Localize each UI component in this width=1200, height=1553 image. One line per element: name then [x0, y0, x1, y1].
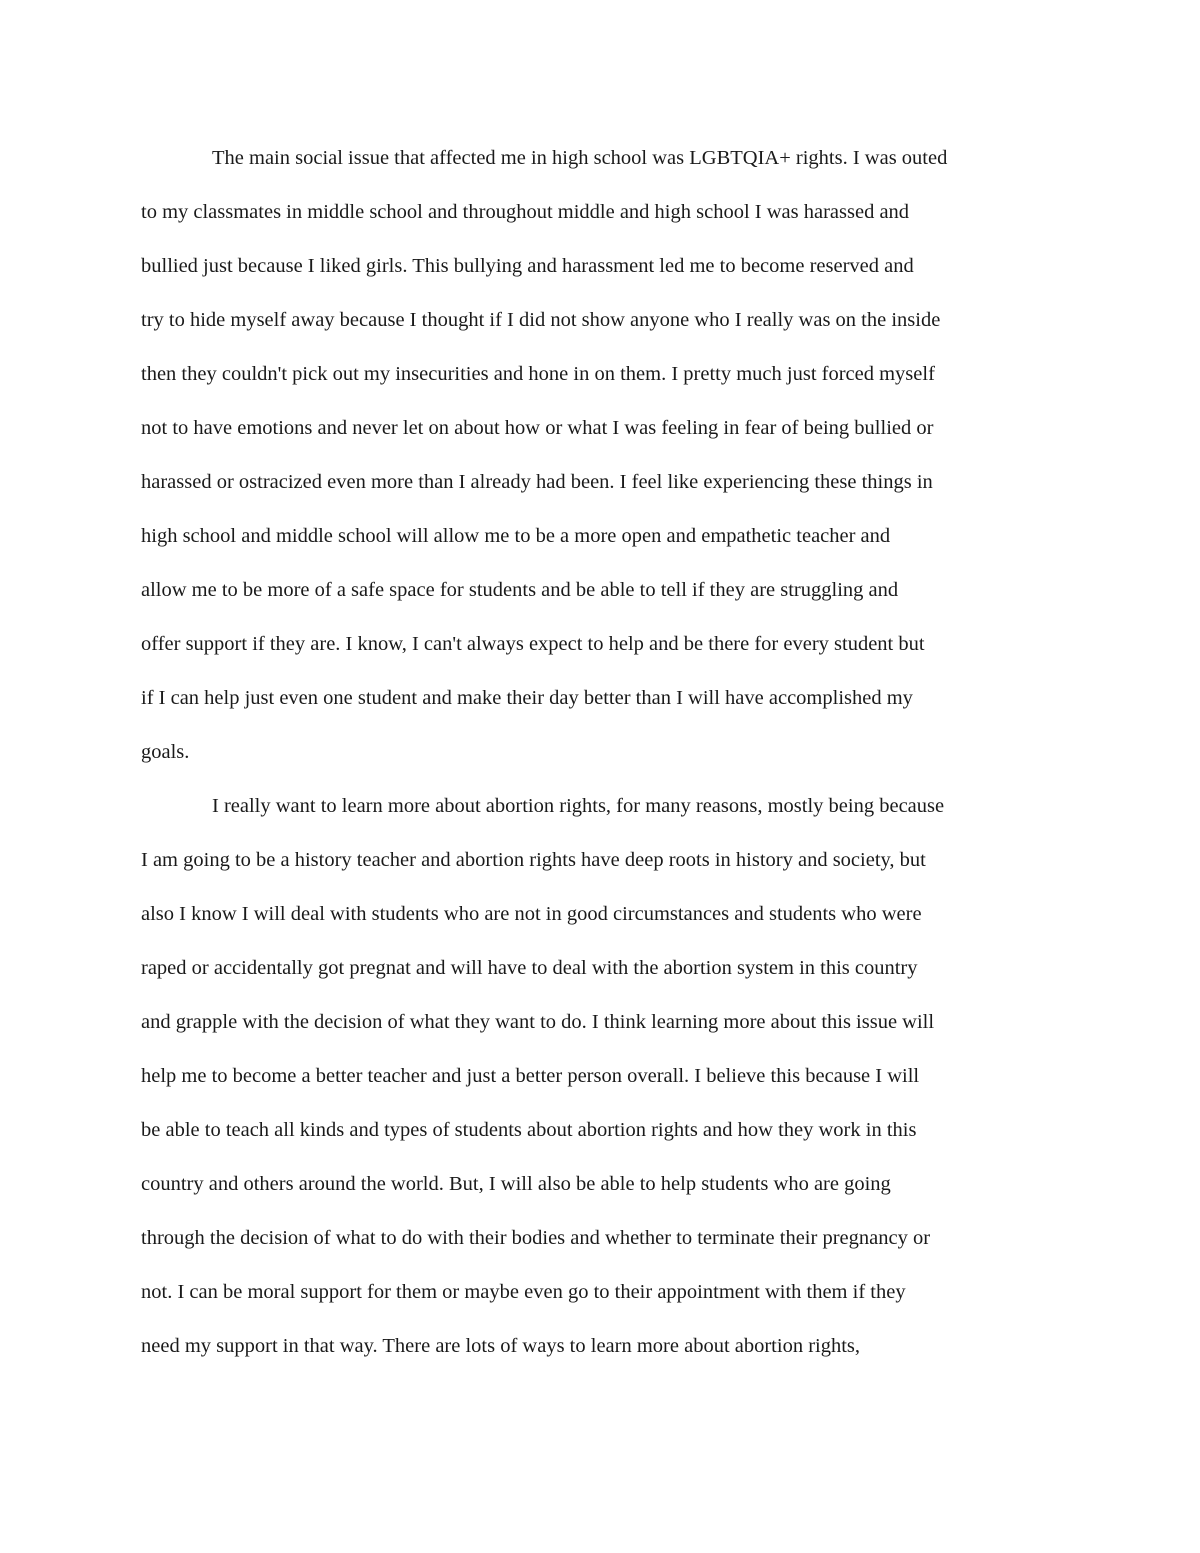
- text-line: goals.: [141, 741, 190, 763]
- text-line: allow me to be more of a safe space for students and be able to tell if they are struggling and: [141, 579, 899, 601]
- text-line: I really want to learn more about abortion rights, for many reasons, mostly being because: [212, 795, 945, 817]
- text-line: offer support if they are. I know, I can't always expect to help and be there for every student but: [141, 633, 925, 655]
- text-line: harassed or ostracized even more than I already had been. I feel like experiencing these things in: [141, 471, 933, 493]
- text-line: country and others around the world. But, I will also be able to help students who are going: [141, 1173, 891, 1195]
- text-line: not. I can be moral support for them or maybe even go to their appointment with them if they: [141, 1281, 906, 1303]
- text-line: and grapple with the decision of what they want to do. I think learning more about this issue will: [141, 1011, 935, 1033]
- text-line: if I can help just even one student and make their day better than I will have accomplished my: [141, 687, 913, 709]
- text-line: be able to teach all kinds and types of students about abortion rights and how they work in this: [141, 1119, 917, 1141]
- text-line: to my classmates in middle school and throughout middle and high school I was harassed and: [141, 201, 910, 223]
- text-line: through the decision of what to do with their bodies and whether to terminate their pregnancy or: [141, 1227, 931, 1249]
- text-line: I am going to be a history teacher and abortion rights have deep roots in history and society, but: [141, 849, 926, 871]
- text-line: try to hide myself away because I thought if I did not show anyone who I really was on the inside: [141, 309, 941, 331]
- text-line: not to have emotions and never let on about how or what I was feeling in fear of being bullied or: [141, 417, 934, 439]
- text-line: The main social issue that affected me in high school was LGBTQIA+ rights. I was outed: [212, 147, 948, 169]
- text-line: high school and middle school will allow me to be a more open and empathetic teacher and: [141, 525, 891, 547]
- text-line: need my support in that way. There are lots of ways to learn more about abortion rights,: [141, 1335, 861, 1357]
- text-line: also I know I will deal with students who are not in good circumstances and students who were: [141, 903, 922, 925]
- text-line: help me to become a better teacher and just a better person overall. I believe this because I will: [141, 1065, 920, 1087]
- text-line: bullied just because I liked girls. This bullying and harassment led me to become reserved and: [141, 255, 914, 277]
- text-line: then they couldn't pick out my insecurities and hone in on them. I pretty much just forced myself: [141, 363, 935, 385]
- text-line: raped or accidentally got pregnat and will have to deal with the abortion system in this country: [141, 957, 918, 979]
